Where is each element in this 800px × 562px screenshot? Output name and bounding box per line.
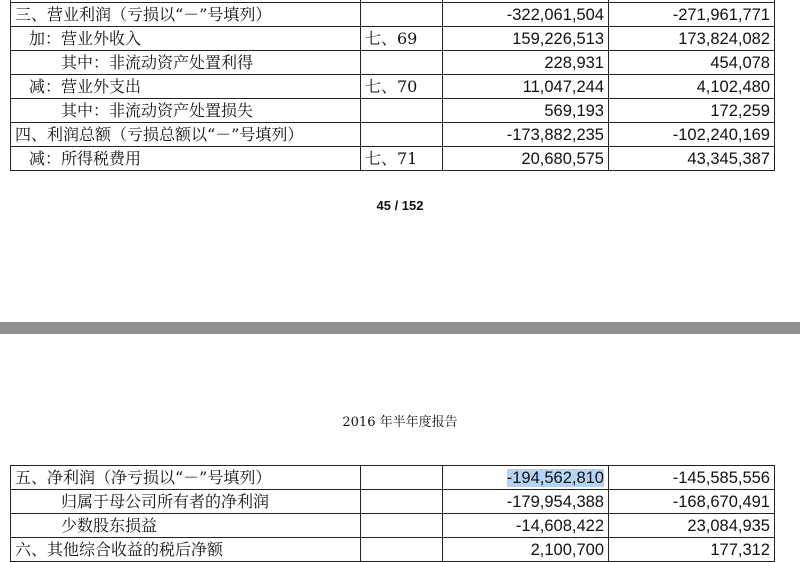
table-row xyxy=(11,123,775,147)
page-number: 45 / 152 xyxy=(376,198,424,213)
table-row xyxy=(11,466,775,490)
row-previous-period: -145,585,556 xyxy=(609,466,775,490)
row-current-period: 2,100,700 xyxy=(443,538,609,562)
table-row xyxy=(11,51,775,75)
table-row xyxy=(11,27,775,51)
row-current-period: 569,193 xyxy=(443,99,609,123)
row-current-period: 228,931 xyxy=(443,51,609,75)
row-current-period: -14,608,422 xyxy=(443,514,609,538)
row-previous-period: 43,345,387 xyxy=(609,147,775,171)
row-note xyxy=(361,466,443,490)
row-label: 三、营业利润（亏损以“－”号填列） xyxy=(11,3,361,27)
report-header-title: 2016 年半年度报告 xyxy=(342,415,458,430)
table-row xyxy=(11,75,775,99)
income-statement-table-top xyxy=(10,0,775,171)
row-label: 减：所得税费用 xyxy=(11,147,361,171)
row-note: 七、69 xyxy=(361,27,443,51)
row-current-period: -322,061,504 xyxy=(443,3,609,27)
row-label: 其中：非流动资产处置利得 xyxy=(11,51,361,75)
row-note xyxy=(361,490,443,514)
row-current-period: 159,226,513 xyxy=(443,27,609,51)
row-previous-period: 4,102,480 xyxy=(609,75,775,99)
table-row xyxy=(11,538,775,562)
row-previous-period: -168,670,491 xyxy=(609,490,775,514)
income-statement-table-bottom xyxy=(10,465,775,562)
row-note: 七、71 xyxy=(361,147,443,171)
pdf-page-46 xyxy=(0,334,800,559)
row-label: 其中：非流动资产处置损失 xyxy=(11,99,361,123)
page-separator xyxy=(0,322,800,334)
selected-text-highlight[interactable]: -194,562,810 xyxy=(506,468,604,487)
row-note: 七、70 xyxy=(361,75,443,99)
row-note xyxy=(361,51,443,75)
row-note xyxy=(361,123,443,147)
row-label: 少数股东损益 xyxy=(11,514,361,538)
row-current-period xyxy=(443,466,609,490)
row-current-period: 11,047,244 xyxy=(443,75,609,99)
table-row xyxy=(11,99,775,123)
row-previous-period: 177,312 xyxy=(609,538,775,562)
row-current-period: -179,954,388 xyxy=(443,490,609,514)
row-note xyxy=(361,538,443,562)
row-note xyxy=(361,99,443,123)
row-label: 五、净利润（净亏损以“－”号填列） xyxy=(11,466,361,490)
table-row xyxy=(11,3,775,27)
table-row xyxy=(11,147,775,171)
row-label: 六、其他综合收益的税后净额 xyxy=(11,538,361,562)
row-note xyxy=(361,514,443,538)
row-label: 加：营业外收入 xyxy=(11,27,361,51)
table-row xyxy=(11,514,775,538)
row-label: 归属于母公司所有者的净利润 xyxy=(11,490,361,514)
row-previous-period: -271,961,771 xyxy=(609,3,775,27)
row-label: 四、利润总额（亏损总额以“－”号填列） xyxy=(11,123,361,147)
row-note xyxy=(361,3,443,27)
row-previous-period: 173,824,082 xyxy=(609,27,775,51)
row-previous-period: 172,259 xyxy=(609,99,775,123)
row-current-period: 20,680,575 xyxy=(443,147,609,171)
row-previous-period: 23,084,935 xyxy=(609,514,775,538)
row-label: 减：营业外支出 xyxy=(11,75,361,99)
row-previous-period: -102,240,169 xyxy=(609,123,775,147)
row-current-period: -173,882,235 xyxy=(443,123,609,147)
table-row xyxy=(11,490,775,514)
row-previous-period: 454,078 xyxy=(609,51,775,75)
